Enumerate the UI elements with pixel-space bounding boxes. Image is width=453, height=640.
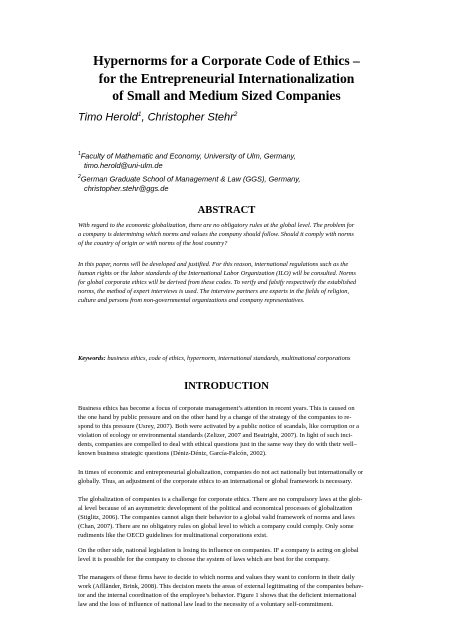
- author-list: Timo Herold$^1$, Christopher Stehr$^2$: [78, 111, 238, 124]
- abstract-paragraph: [78, 221, 375, 248]
- text-line: law and the loss of influence of national law lead to the necessity of a voluntary self-commitment.: [78, 601, 334, 609]
- title-line: of Small and Medium Sized Companies: [112, 88, 341, 103]
- text-line: In this paper, norms will be developed and justified. For this reason, international regulations such as the: [78, 261, 349, 268]
- text-line: a company is determining which norms and values the company should follow. Should it comply with norms: [78, 231, 354, 238]
- author-name: Christopher Stehr: [147, 111, 234, 124]
- body-paragraph: [78, 546, 375, 564]
- paper-title: [40, 52, 413, 105]
- text-line: The managers of these firms have to decide to which norms and values they want to conform in their daily: [78, 574, 355, 581]
- affiliation-email: christopher.stehr@ggs.de: [84, 183, 169, 193]
- body-paragraph: [78, 495, 375, 540]
- text-line: norms, the method of expert interviews is used. The interview partners are experts in the fields of religion,: [78, 288, 350, 295]
- keywords: [78, 355, 350, 362]
- author-name: Timo Herold: [78, 111, 138, 124]
- text-line: the one hand by public pressure and on the other hand by a change of the strategy of the companies to re-: [78, 414, 352, 422]
- text-line: In times of economic and entrepreneurial globalization, companies do not act nationally but internationally or: [78, 469, 364, 476]
- text-line: (Stiglitz, 2006). The companies cannot align their behavior to a global valid framework of norms and laws: [78, 514, 355, 522]
- affiliation: [78, 150, 296, 170]
- text-line: spond to this pressure (Usrey, 2007). Both were activated by a public notice of scandals, like corruption or a: [78, 423, 359, 431]
- affiliation-number: 1: [78, 151, 81, 157]
- keywords-text: business ethics, code of ethics, hypernorm, international standards, multinational corporations: [107, 355, 351, 362]
- affiliation-number: 2: [78, 174, 81, 180]
- body-paragraph: [78, 573, 375, 609]
- affiliation-name: Faculty of Mathematic and Economy, University of Ulm, Germany,: [80, 151, 296, 161]
- text-line: globally. Thus, an adjustment of the corporate ethics to an international or global framework is necessary.: [78, 478, 353, 486]
- body-paragraph: [78, 404, 375, 459]
- text-line: dents, companies are compelled to deal with ethical questions just in the same way they do with their well–: [78, 441, 357, 449]
- body-paragraph: [78, 468, 375, 486]
- text-line: Business ethics has become a focus of corporate management’s attention in recent years. This is caused on: [78, 405, 355, 412]
- text-line: for global corporate ethics will be derived from these codes. To verify and falsify respectively the established: [78, 279, 357, 286]
- text-line: known business strategic questions (Déniz-Déniz, García-Falcón, 2002).: [78, 450, 267, 458]
- text-line: rudiments like the OECD guidelines for multinational corporations exist.: [78, 532, 268, 540]
- text-line: culture and persons from non-governmental organizations and company representatives.: [78, 297, 305, 304]
- introduction-heading: INTRODUCTION: [184, 381, 269, 392]
- text-line: ior and the internal coordination of the employee’s behavior. Figure 1 shows that the deficient international: [78, 592, 357, 600]
- title-line: Hypernorms for a Corporate Code of Ethics –: [93, 53, 360, 68]
- text-line: On the other side, national legislation is losing its influence on companies. IF a company is acting on global: [78, 547, 359, 554]
- text-line: With regard to the economic globalization, there are no obligatory rules at the global level. The problem for: [78, 222, 355, 229]
- text-line: (Chan, 2007). There are no obligatory rules on global level to which a company could comply. Only some: [78, 523, 354, 531]
- author-affil-mark: 1: [137, 111, 142, 118]
- abstract-heading: ABSTRACT: [197, 205, 256, 216]
- affiliation-email: timo.herold@uni-ulm.de: [84, 160, 163, 170]
- text-line: of the country of origin or with norms of the host country?: [78, 240, 228, 247]
- text-line: human rights or the labor standards of the International Labor Organization (ILO) will be consulted. Norms: [78, 270, 356, 277]
- title-line: for the Entrepreneurial Internationalization: [98, 70, 355, 86]
- affiliation: [78, 173, 300, 193]
- text-line: The globalization of companies is a challenge for corporate ethics. There are no compulsory laws at the glob-: [78, 496, 363, 503]
- abstract-paragraph: [78, 260, 375, 305]
- keywords-label: Keywords:: [78, 355, 106, 362]
- text-line: work (Aflländer, Brink, 2008). This decision meets the areas of external legitimating of the companies behav-: [78, 583, 364, 591]
- text-line: al level because of an asymmetric development of the political and economical processes of globalization: [78, 505, 353, 513]
- author-affil-mark: 2: [233, 111, 238, 118]
- text-line: level it is possible for the company to choose the system of laws which are best for the company.: [78, 556, 330, 564]
- affiliation-name: German Graduate School of Management & Law (GGS), Germany,: [80, 174, 301, 184]
- text-line: violation of ecology or environmental standards (Zelizer, 2007 and Beatright, 2007). In light of such inci-: [78, 432, 353, 440]
